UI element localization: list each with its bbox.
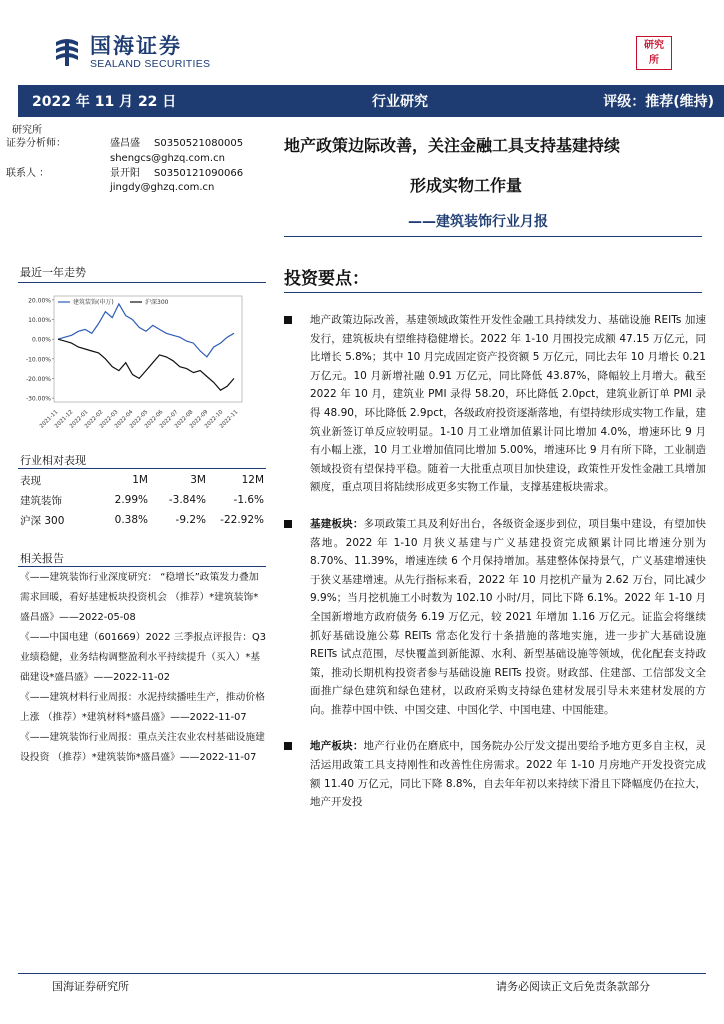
trend-chart: [20, 284, 246, 430]
reports-divider: [18, 566, 266, 567]
chart-section-title: 最近一年走势: [20, 266, 86, 279]
analyst-name: 盛昌盛: [110, 138, 140, 149]
analyst-email[interactable]: shengcs@ghzq.com.cn: [110, 153, 225, 164]
related-reports: [20, 568, 266, 768]
report-rating: 评级：推荐(维持): [603, 94, 714, 110]
bullet-square-icon: [284, 742, 292, 750]
performance-table: [20, 470, 264, 530]
performance-divider: [18, 468, 266, 469]
bullet-text: 多项政策工具及利好出台，各级资金逐步到位，项目集中建设，有望加快落地。2022 年 1-10 月狭义基建与广义基建投资完成额累计同比增速分别为 8.70%、11.39%，增速连续 6 个月保持增加。基建整体保持景气，广义基建增速快于狭义基建增速。从先行指标来看，2022 年 10 月挖机产量为 2.62 万台，同比减少 9.9%；当月挖机施工小时数为 102.10 小时/月，同比下降 6.1%。2022 年 1-10 月全国新增地方政府债务 6.19 万亿元，较 2021 年增加 1.16 万亿元。证监会将继续抓好基础设施公募 REITs 常态化发行十条措施的落地实施，进一步扩大基础设施 REITs 试点范围，尽快覆盖到新能源、水利、新型基础设施等领域，优化配套支持政策，推动长期机构投资者参与基础设施 REITs 投资。财政部、住建部、工信部发文全面推广绿色建筑和绿色建材，以政府采购支持绿色建材发展引导未来建材发展的方向。推荐中国中铁、中国交建、中国化学、中国电建、中国能建。: [310, 517, 707, 716]
report-type: 行业研究: [372, 94, 428, 110]
analyst-role: 证券分析师：: [6, 138, 66, 149]
investment-points: [284, 311, 706, 830]
chart-section-divider: [18, 282, 266, 283]
company-logo: [52, 34, 210, 70]
series-line-csi300: [58, 339, 234, 390]
y-tick-label: 10.00%: [28, 317, 51, 325]
perf-header-cell: 3M: [190, 474, 206, 486]
investment-divider: [284, 292, 702, 293]
x-tick-label: 2022-07: [158, 409, 180, 430]
x-tick-label: 2022-05: [128, 409, 150, 430]
dept-label: 研究所: [12, 125, 42, 136]
perf-cell: 沪深 300: [20, 514, 65, 527]
bullet-text: 地产政策边际改善，基建领域政策性开发性金融工具持续发力、基础设施 REITs 加速发行，建筑板块有望维持稳健增长。2022 年 1-10 月围投完成额 47.15 万亿元，同比增长 5.8%；其中 10 月完成固定资产投资额 5 万亿元，同比去年 10 月增长 0.21 万亿元。10 月新增社融 0.91 万亿元，同比降低 43.87%，降幅较上月增大。截至 2022 年 10 月，建筑业 PMI 录得 58.20，环比降低 2.0pct，建筑业新订单 PMI 录得 48.90，环比降低 2.9pct，各级政府投资逐渐落地，有望持续形成实物工作量，建筑业新签订单反应较明显。1-10 月工业增加值累计同比增加 4.0%，增速环比 9 月有小幅上涨，10 月工业增加值同比增加 5.00%，增速环比 9 月有所下降，工业制造领域投资有望保持平稳。随着一大批重点项目加快建设，政策性开发性金融工具增加额度，重点项目将陆续形成更多实物工作量，支撑基建板块需求。: [310, 314, 706, 494]
x-tick-label: 2022-04: [113, 409, 135, 430]
perf-cell: 建筑装饰: [20, 494, 62, 507]
x-tick-label: 2022-09: [188, 409, 210, 430]
x-tick-label: 2022-08: [173, 409, 195, 430]
reports-title: 相关报告: [20, 552, 64, 565]
report-subtitle: ——建筑装饰行业月报: [408, 214, 548, 230]
report-link[interactable]: 《——建筑材料行业周报：水泥持续播哇生产，推动价格上涨 （推荐）*建筑材料*盛昌盛》——2022-11-07: [20, 692, 265, 723]
title-divider: [284, 236, 702, 237]
contact-name: 景开阳: [110, 168, 140, 179]
performance-row: [20, 490, 264, 510]
report-link[interactable]: 《——建筑装饰行业深度研究： “稳增长”政策发力叠加需求回暖，看好基建板块投资机会 （推荐）*建筑装饰*盛昌盛》——2022-05-08: [20, 572, 259, 623]
x-tick-label: 2022-11: [218, 409, 240, 430]
perf-cell: -3.84%: [168, 494, 206, 506]
x-tick-label: 2022-01: [68, 409, 90, 430]
performance-row: [20, 510, 264, 530]
footer-divider: [18, 973, 706, 974]
logo-icon: [52, 36, 82, 68]
bullet-lead: 地产板块：: [310, 740, 364, 753]
perf-cell: 2.99%: [114, 494, 148, 506]
bullet-text: 地产行业仍在磨底中，国务院办公厅发文提出要给予地方更多自主权，灵活运用政策工具支持刚性和改善性住房需求。2022 年 1-10 月房地产开发投资完成额 11.40 万亿元，同比下降 8.8%，自去年年初以来持续下滑且下降幅度仍在拉大，地产开发投: [310, 740, 707, 809]
logo-cn: 国海证券: [90, 34, 182, 58]
perf-cell: -9.2%: [175, 514, 206, 526]
y-tick-label: -20.00%: [25, 375, 51, 383]
perf-header-cell: 12M: [241, 474, 264, 486]
perf-cell: -22.92%: [220, 514, 264, 526]
plot-frame: [54, 296, 242, 402]
perf-header-cell: 1M: [132, 474, 148, 486]
performance-header-row: [20, 470, 264, 490]
y-tick-label: 0.00%: [31, 336, 51, 344]
x-tick-label: 2022-10: [203, 409, 225, 430]
perf-cell: 0.38%: [114, 514, 148, 526]
report-link[interactable]: 《——中国电建（601669）2022 三季报点评报告：Q3 业绩稳健，业务结构调整盈利水平持续提升（买入）*基础建设*盛昌盛》——2022-11-02: [20, 632, 266, 683]
investment-bullet: [284, 737, 706, 811]
x-tick-label: 2022-02: [83, 409, 105, 430]
performance-title: 行业相对表现: [20, 454, 86, 467]
footer-disclaimer: 请务必阅读正文后免责条款部分: [496, 980, 650, 993]
footer-left: 国海证券研究所: [52, 980, 129, 993]
investment-bullet: [284, 515, 706, 720]
x-tick-label: 2021-12: [53, 409, 75, 430]
investment-bullet: [284, 311, 706, 497]
bullet-lead: 基建板块：: [310, 517, 364, 530]
investment-title: 投资要点：: [284, 269, 369, 289]
header-bar: [18, 85, 724, 117]
y-tick-label: 20.00%: [28, 297, 51, 305]
research-stamp: 研究 所: [636, 36, 672, 70]
contact-email[interactable]: jingdy@ghzq.com.cn: [110, 182, 215, 193]
x-tick-label: 2022-03: [98, 409, 120, 430]
bullet-square-icon: [284, 520, 292, 528]
contact-cert: S0350121090066: [154, 168, 244, 179]
perf-header-cell: 表现: [20, 474, 41, 487]
y-tick-label: -30.00%: [25, 395, 51, 403]
contact-role: 联系人 ：: [6, 168, 50, 179]
perf-cell: -1.6%: [233, 494, 264, 506]
legend-label: 沪深300: [145, 299, 169, 306]
report-link[interactable]: 《——建筑装饰行业周报：重点关注农业农村基础设施建设投资 （推荐）*建筑装饰*盛昌盛》——2022-11-07: [20, 732, 265, 763]
report-title-line2: 形成实物工作量: [410, 176, 523, 195]
logo-en: SEALAND SECURITIES: [90, 58, 211, 70]
legend-label: 建筑装饰(申万): [73, 299, 114, 306]
analyst-cert: S0350521080005: [154, 138, 244, 149]
x-tick-label: 2022-06: [143, 409, 165, 430]
x-tick-label: 2021-11: [38, 409, 60, 430]
report-date: 2022 年 11 月 22 日: [32, 94, 177, 110]
bullet-square-icon: [284, 316, 292, 324]
y-tick-label: -10.00%: [25, 356, 51, 364]
report-title-line1: 地产政策边际改善，关注金融工具支持基建持续: [284, 136, 621, 155]
